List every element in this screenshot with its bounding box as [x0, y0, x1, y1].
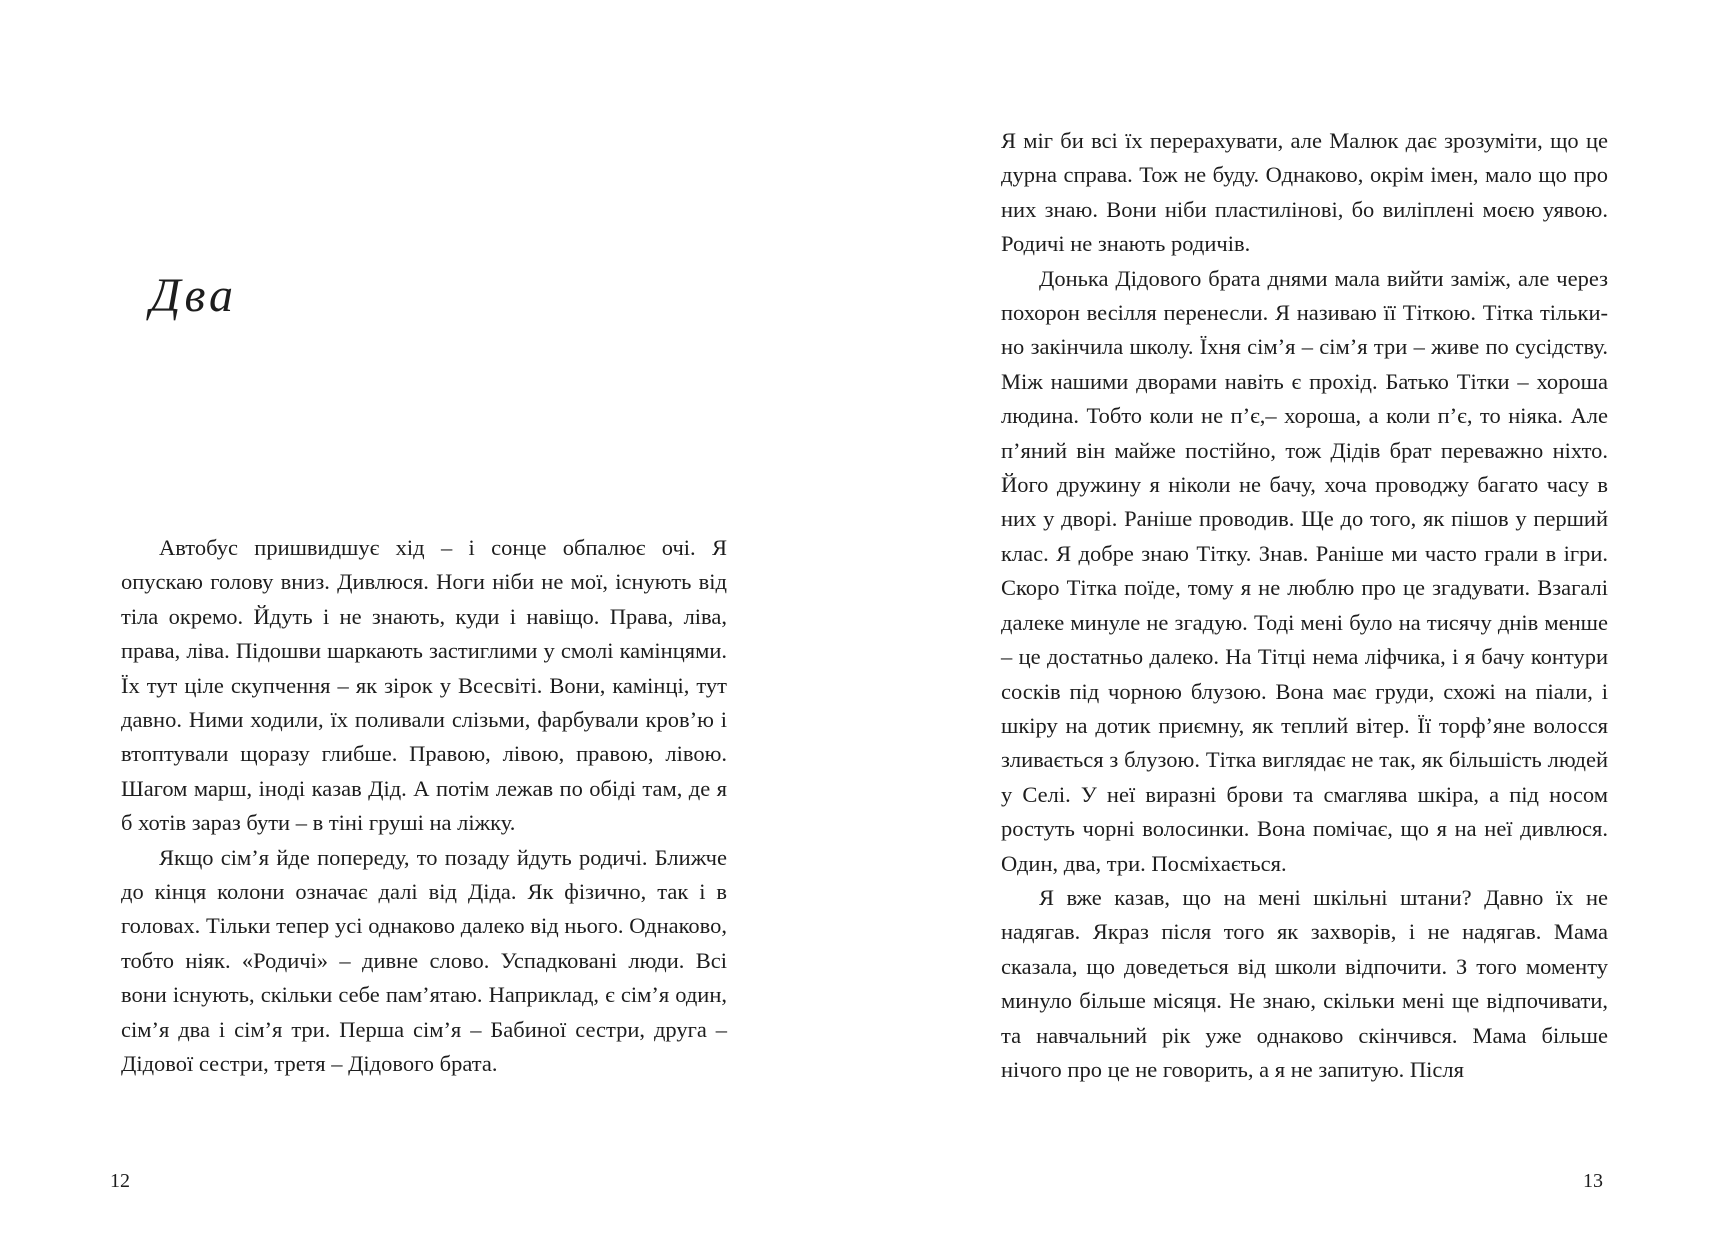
page-number-left: 12 — [110, 1170, 130, 1192]
left-page-text — [121, 531, 727, 1082]
paragraph: Я вже казав, що на мені шкільні штани? Давно їх не надягав. Якраз після того як захворів, і не надягав. Мама сказала, що доведеться від школи відпочити. З того моменту минуло більше місяця. Не знаю, скільки мені ще відпочивати, та навчальний рік уже однаково скінчився. Мама більше нічого про це не говорить, а я не запитую. Після — [1001, 884, 1608, 1082]
page-number-right: 13 — [1583, 1170, 1603, 1192]
paragraph: Донька Дідового брата днями мала вийти заміж, але через похорон весілля перенесли. Я називаю її Тіткою. Тітка тільки-но закінчила школу. Їхня сім’я – сім’я три – живе по сусідству. Між нашими дворами навіть є прохід. Батько Тітки – хороша людина. Тобто коли не п’є,– хороша, а коли п’є, то ніяка. Але п’яний він майже постійно, тож Дідів брат переважно ніхто. Його дружину я ніколи не бачу, хоча проводжу багато часу в них у дворі. Раніше проводив. Ще до того, як пішов у перший клас. Я добре знаю Тітку. Знав. Раніше ми часто грали в ігри. Скоро Тітка поїде, тому я не люблю про це згадувати. Взагалі далеке минуле не згадую. Тоді мені було на тисячу днів менше – це достатньо далеко. На Тітці нема ліфчика, і я бачу контури сосків під чорною блузою. Вона має груди, схожі на піали, і шкіру на дотик приємну, як теплий вітер. Її торф’яне волосся зливається з блузою. Тітка виглядає не так, як більшість людей у Селі. У неї виразні брови та смаглява шкіра, а під носом ростуть чорні волосинки. Вона помічає, що я на неї дивлюся. Один, два, три. Посміхається. — [1001, 265, 1608, 876]
paragraph: Автобус пришвидшує хід – і сонце обпалює очі. Я опускаю голову вниз. Дивлюся. Ноги ніби не мої, існують від тіла окремо. Йдуть і не знають, куди і навіщо. Права, ліва, права, ліва. Підошви шаркають застиглими у смолі камінцями. Їх тут ціле скупчення – як зірок у Всесвіті. Вони, камінці, тут давно. Ними ходили, їх поливали слізьми, фарбували кров’ю і втоптували щоразу глибше. Правою, лівою, правою, лівою. Шагом марш, іноді казав Дід. А потім лежав по обіді там, де я б хотів зараз бути – в тіні груші на ліжку. — [121, 535, 727, 836]
chapter-title: Два — [150, 269, 238, 322]
left-page — [0, 0, 856, 1258]
paragraph: Якщо сім’я йде попереду, то позаду йдуть родичі. Ближче до кінця колони означає далі від Діда. Як фізично, так і в головах. Тільки тепер усі однаково далеко від нього. Однаково, тобто ніяк. «Родичі» – дивне слово. Успадковані люди. Всі вони існують, скільки себе пам’ятаю. Наприклад, є сім’я один, сім’я два і сім’я три. Перша сім’я – Бабиної сестри, друга – Дідової сестри, третя – Дідового брата. — [121, 844, 727, 1077]
right-page-text — [1001, 124, 1608, 1087]
right-page — [856, 0, 1713, 1258]
paragraph-continued: Я міг би всі їх перерахувати, але Малюк дає зрозуміти, що це дурна справа. Тож не буду. Однаково, окрім імен, мало що про них знаю. Вони ніби пластилінові, бо виліплені моєю уявою. Родичі не знають родичів. — [1001, 128, 1608, 257]
